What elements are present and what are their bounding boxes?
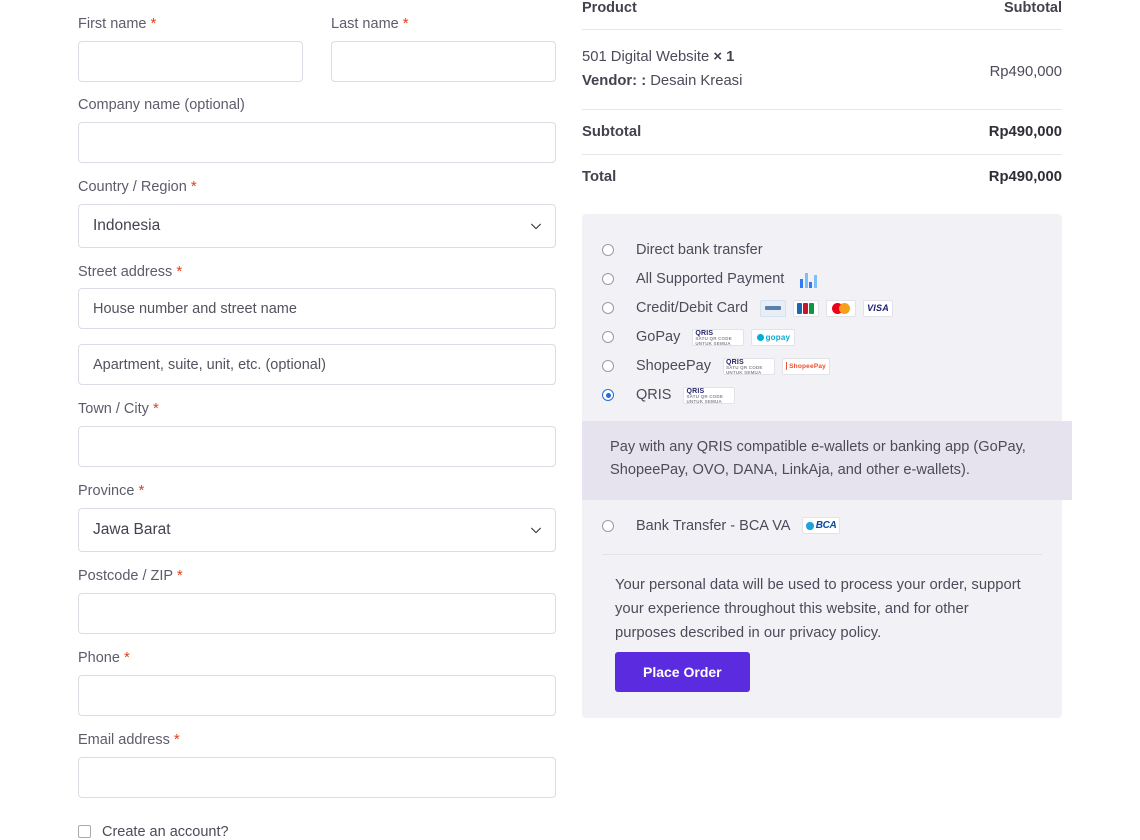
street-address-2-input[interactable] <box>78 344 556 385</box>
payment-method-label: ShopeePay <box>636 358 711 375</box>
country-select[interactable] <box>78 204 556 248</box>
last-name-label: Last name * <box>331 15 409 32</box>
radio-gopay[interactable] <box>602 331 614 343</box>
bca-icon: BCA <box>802 517 840 534</box>
last-name-field <box>331 0 556 82</box>
required-marker: * <box>138 482 145 500</box>
radio-bca-va[interactable] <box>602 520 614 532</box>
order-subtotal-row <box>582 110 1062 155</box>
order-subtotal-label: Subtotal <box>582 123 642 140</box>
radio-bank-transfer[interactable] <box>602 244 614 256</box>
required-marker: * <box>176 262 183 280</box>
column-header-product: Product <box>582 0 637 16</box>
order-subtotal-value: Rp490,000 <box>988 123 1062 140</box>
order-summary-table <box>582 0 1062 203</box>
province-label: Province * <box>78 482 145 500</box>
billing-form <box>78 0 556 840</box>
payment-badges <box>802 517 840 534</box>
vendor-label: Vendor: : <box>582 72 647 89</box>
payment-method-shopeepay[interactable] <box>602 352 1042 381</box>
order-item-vendor <box>582 70 742 93</box>
order-item-price: Rp490,000 <box>989 64 1062 80</box>
company-input[interactable] <box>78 122 556 163</box>
payment-badges <box>683 387 735 404</box>
order-review <box>582 0 1062 718</box>
email-field <box>78 716 556 798</box>
qris-description: Pay with any QRIS compatible e-wallets or banking app (GoPay, ShopeePay, OVO, DANA, LinkAja, and other e-wallets). <box>582 421 1072 500</box>
required-marker: * <box>176 567 183 585</box>
country-label: Country / Region * <box>78 177 197 195</box>
street-address-label: Street address * <box>78 262 183 280</box>
first-name-input[interactable] <box>78 41 303 82</box>
order-line-item <box>582 30 1062 110</box>
email-label: Email address * <box>78 730 180 748</box>
payment-method-label: All Supported Payment <box>636 271 785 288</box>
payment-method-label: Direct bank transfer <box>636 242 763 259</box>
payment-method-label: GoPay <box>636 329 681 346</box>
order-total-value: Rp490,000 <box>988 168 1062 185</box>
payment-method-label: QRIS <box>636 387 672 404</box>
payment-badges <box>723 358 830 375</box>
create-account-checkbox[interactable] <box>78 825 91 838</box>
gopay-icon: gopay <box>751 329 795 346</box>
province-select[interactable] <box>78 508 556 552</box>
order-total-label: Total <box>582 168 617 185</box>
create-account-row[interactable] <box>78 824 556 840</box>
qris-icon: QRIS SATU QR CODE UNTUK SEMUA <box>692 329 744 346</box>
payment-method-credit-card[interactable] <box>602 294 1042 323</box>
order-item-name: 501 Digital Website <box>582 49 710 65</box>
postcode-label: Postcode / ZIP * <box>78 567 183 585</box>
radio-credit-card[interactable] <box>602 302 614 314</box>
province-field <box>78 467 556 552</box>
qris-icon: QRIS SATU QR CODE UNTUK SEMUA <box>723 358 775 375</box>
order-item-details <box>582 46 742 93</box>
shopeepay-icon: ShopeePay <box>782 358 830 375</box>
radio-shopeepay[interactable] <box>602 360 614 372</box>
vendor-name: Desain Kreasi <box>650 72 743 89</box>
payment-method-label: Bank Transfer - BCA VA <box>636 517 791 534</box>
company-label: Company name (optional) <box>78 96 245 113</box>
payment-method-gopay[interactable] <box>602 323 1042 352</box>
payment-badges <box>796 271 820 288</box>
required-marker: * <box>173 730 180 748</box>
phone-input[interactable] <box>78 675 556 716</box>
payment-methods-list <box>602 236 1042 410</box>
qris-icon: QRIS SATU QR CODE UNTUK SEMUA <box>683 387 735 404</box>
country-selected-value: Indonesia <box>93 216 161 234</box>
payment-method-qris[interactable] <box>602 381 1042 410</box>
city-input[interactable] <box>78 426 556 467</box>
city-field <box>78 385 556 467</box>
email-input[interactable] <box>78 757 556 798</box>
order-item-qty: × 1 <box>713 49 735 65</box>
city-label: Town / City * <box>78 400 159 418</box>
postcode-input[interactable] <box>78 593 556 634</box>
company-field <box>78 82 556 163</box>
required-marker: * <box>152 400 159 418</box>
radio-qris[interactable] <box>602 389 614 401</box>
province-selected-value: Jawa Barat <box>93 521 171 539</box>
country-field <box>78 163 556 248</box>
radio-all-supported[interactable] <box>602 273 614 285</box>
payment-panel <box>582 214 1062 718</box>
street-address-field <box>78 248 556 386</box>
phone-field <box>78 634 556 716</box>
required-marker: * <box>150 15 157 32</box>
mastercard-icon <box>826 300 856 317</box>
place-order-button[interactable]: Place Order <box>615 652 750 692</box>
required-marker: * <box>402 15 409 32</box>
visa-icon: VISA <box>863 300 893 317</box>
order-table-header <box>582 0 1062 30</box>
payment-method-bca-va[interactable] <box>602 517 1042 554</box>
street-address-input[interactable] <box>78 288 556 329</box>
first-name-field <box>78 0 303 82</box>
chevron-down-icon <box>529 219 543 233</box>
create-account-label: Create an account? <box>102 823 229 840</box>
phone-label: Phone * <box>78 648 130 666</box>
last-name-input[interactable] <box>331 41 556 82</box>
chevron-down-icon <box>529 523 543 537</box>
name-row <box>78 0 556 82</box>
privacy-policy-text: Your personal data will be used to process your order, support your experience throughout this website, and for other purposes described in our privacy policy. <box>615 577 1021 642</box>
jcb-icon <box>793 300 819 317</box>
payment-badges <box>760 300 893 317</box>
bar-chart-icon <box>796 271 820 288</box>
required-marker: * <box>123 648 130 666</box>
column-header-subtotal: Subtotal <box>1004 0 1062 16</box>
payment-method-bank-transfer[interactable] <box>602 236 1042 265</box>
first-name-label: First name * <box>78 15 157 32</box>
privacy-policy-notice <box>602 554 1042 718</box>
required-marker: * <box>190 177 197 195</box>
payment-badges <box>692 329 795 346</box>
order-total-row <box>582 155 1062 203</box>
street-address-2-wrap <box>78 344 556 385</box>
payment-method-label: Credit/Debit Card <box>636 300 749 317</box>
bank-card-icon <box>760 300 786 317</box>
payment-method-all-supported[interactable] <box>602 265 1042 294</box>
postcode-field <box>78 552 556 634</box>
